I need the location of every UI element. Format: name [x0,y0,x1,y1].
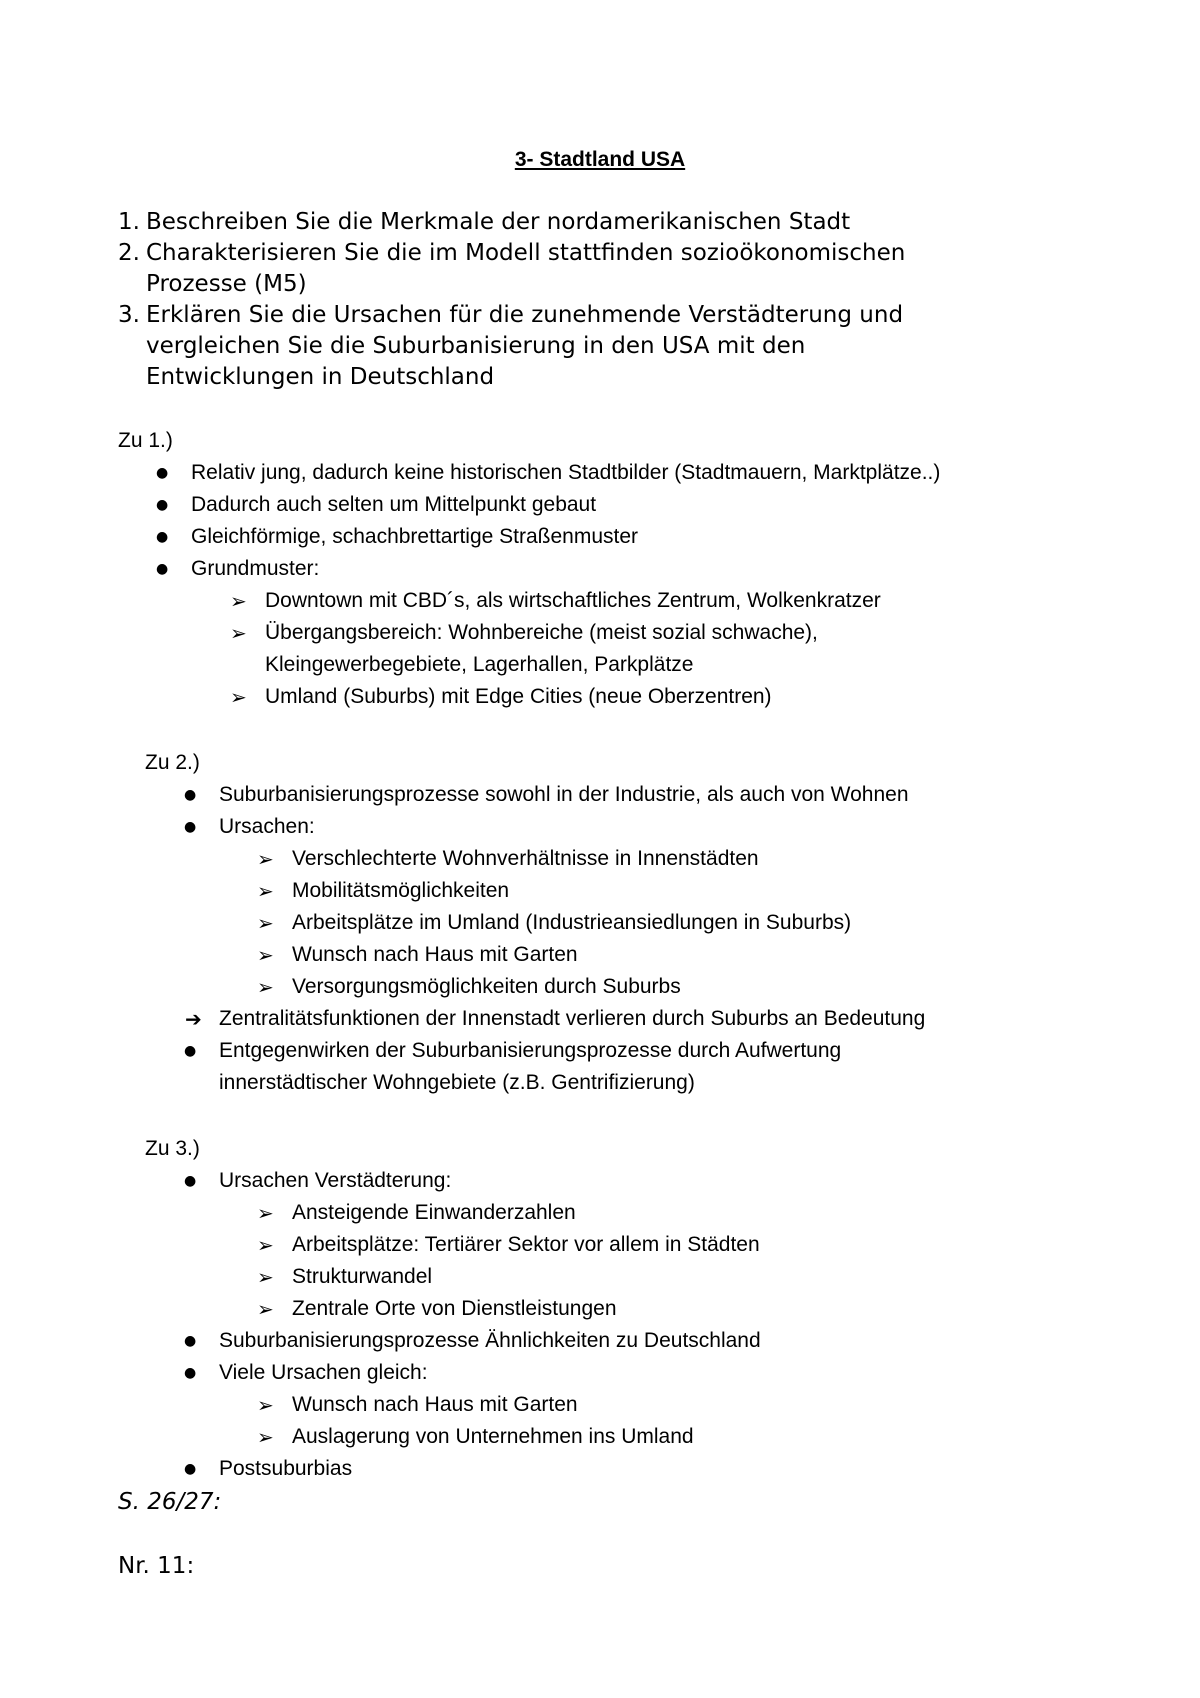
sub-list-item: Arbeitsplätze: Tertiärer Sektor vor allem in Städten [292,1233,760,1256]
list-item: Ursachen Verstädterung: [219,1169,452,1192]
bullet-icon: ● [156,529,169,545]
sub-list-item: Downtown mit CBD´s, als wirtschaftliches Zentrum, Wolkenkratzer [265,589,881,612]
arrowhead-icon: ➢ [230,685,247,709]
arrowhead-icon: ➢ [257,879,274,903]
bullet-icon: ● [184,1333,197,1349]
list-item: Viele Ursachen gleich: [219,1361,428,1384]
task-text: vergleichen Sie die Suburbanisierung in den USA mit den [146,333,806,359]
arrowhead-icon: ➢ [257,1201,274,1225]
arrowhead-icon: ➢ [257,1425,274,1449]
sub-list-item: Verschlechterte Wohnverhältnisse in Innenstädten [292,847,759,870]
sub-list-item: Umland (Suburbs) mit Edge Cities (neue Oberzentren) [265,685,772,708]
sub-list-item: Arbeitsplätze im Umland (Industrieansiedlungen in Suburbs) [292,911,852,934]
task-text: Entwicklungen in Deutschland [146,364,495,390]
bullet-icon: ● [184,1173,197,1189]
bullet-icon: ● [184,1461,197,1477]
sub-list-item: Wunsch nach Haus mit Garten [292,943,578,966]
right-arrow-icon: ➔ [185,1007,202,1031]
task-number: 3. [118,302,140,328]
exercise-number: Nr. 11: [118,1553,195,1579]
conclusion-item: Zentralitätsfunktionen der Innenstadt verlieren durch Suburbs an Bedeutung [219,1007,926,1030]
list-item: Suburbanisierungsprozesse sowohl in der Industrie, als auch von Wohnen [219,783,909,806]
bullet-icon: ● [184,1043,197,1059]
sub-list-item: Zentrale Orte von Dienstleistungen [292,1297,617,1320]
section-heading: Zu 1.) [118,429,173,452]
task-text: Charakterisieren Sie die im Modell stattfinden sozioökonomischen [146,240,906,266]
bullet-icon: ● [184,819,197,835]
sub-list-item: Kleingewerbegebiete, Lagerhallen, Parkplätze [265,653,694,676]
sub-list-item: Versorgungsmöglichkeiten durch Suburbs [292,975,681,998]
arrowhead-icon: ➢ [257,847,274,871]
task-number: 1. [118,209,140,235]
bullet-icon: ● [156,497,169,513]
list-item: Dadurch auch selten um Mittelpunkt gebaut [191,493,597,516]
list-item: Relativ jung, dadurch keine historischen Stadtbilder (Stadtmauern, Marktplätze..) [191,461,941,484]
sub-list-item: Auslagerung von Unternehmen ins Umland [292,1425,694,1448]
sub-list-item: Ansteigende Einwanderzahlen [292,1201,576,1224]
arrowhead-icon: ➢ [230,621,247,645]
arrowhead-icon: ➢ [257,1393,274,1417]
list-item: Suburbanisierungsprozesse Ähnlichkeiten zu Deutschland [219,1329,761,1352]
section-heading: Zu 3.) [145,1137,200,1160]
bullet-icon: ● [184,787,197,803]
arrowhead-icon: ➢ [257,1233,274,1257]
task-text: Erklären Sie die Ursachen für die zunehmende Verstädterung und [146,302,904,328]
arrowhead-icon: ➢ [257,1297,274,1321]
list-item: Entgegenwirken der Suburbanisierungsprozesse durch Aufwertung [219,1039,842,1062]
document-title: 3- Stadtland USA [514,148,686,171]
task-text: Beschreiben Sie die Merkmale der nordamerikanischen Stadt [146,209,851,235]
list-item: Ursachen: [219,815,315,838]
arrowhead-icon: ➢ [257,1265,274,1289]
page-reference: S. 26/27: [118,1489,222,1515]
bullet-icon: ● [156,561,169,577]
list-item: Grundmuster: [191,557,320,580]
bullet-icon: ● [156,465,169,481]
list-item: Gleichförmige, schachbrettartige Straßenmuster [191,525,639,548]
section-heading: Zu 2.) [145,751,200,774]
task-text: Prozesse (M5) [146,271,307,297]
list-item: Postsuburbias [219,1457,353,1480]
sub-list-item: Übergangsbereich: Wohnbereiche (meist sozial schwache), [265,621,818,644]
sub-list-item: Wunsch nach Haus mit Garten [292,1393,578,1416]
arrowhead-icon: ➢ [257,911,274,935]
bullet-icon: ● [184,1365,197,1381]
sub-list-item: Strukturwandel [292,1265,433,1288]
list-item: innerstädtischer Wohngebiete (z.B. Gentrifizierung) [219,1071,695,1094]
sub-list-item: Mobilitätsmöglichkeiten [292,879,510,902]
arrowhead-icon: ➢ [257,975,274,999]
arrowhead-icon: ➢ [230,589,247,613]
arrowhead-icon: ➢ [257,943,274,967]
task-number: 2. [118,240,140,266]
